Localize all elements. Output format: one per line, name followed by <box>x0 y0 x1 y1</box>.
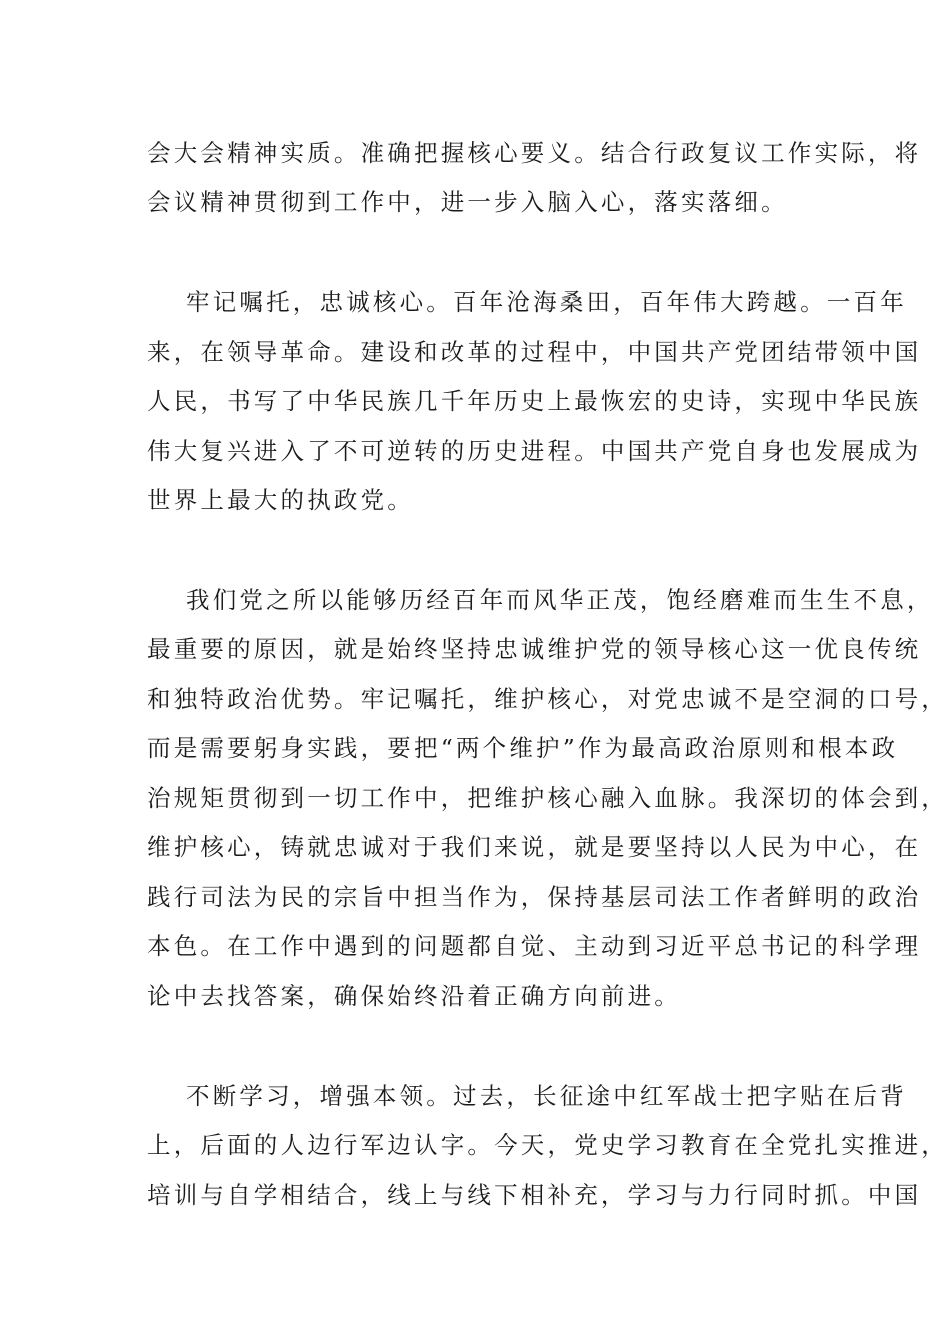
paragraph-3-line-3: 和独特政治优势。牢记嘱托，维护核心，对党忠诚不是空洞的口号， <box>147 685 948 713</box>
paragraph-3-line-4: 而是需要躬身实践，要把“两个维护”作为最高政治原则和根本政 <box>147 734 899 762</box>
paragraph-4-line-3: 培训与自学相结合，线上与线下相补充，学习与力行同时抓。中国 <box>147 1181 922 1209</box>
paragraph-1-line-1: 会大会精神实质。准确把握核心要义。结合行政复议工作实际，将 <box>147 139 922 167</box>
paragraph-3-line-2: 最重要的原因，就是始终坚持忠诚维护党的领导核心这一优良传统 <box>147 635 922 663</box>
paragraph-4-line-1: 不断学习，增强本领。过去，长征途中红军战士把字贴在后背 <box>186 1082 907 1110</box>
paragraph-3-line-5: 治规矩贯彻到一切工作中，把维护核心融入血脉。我深切的体会到， <box>147 784 948 812</box>
paragraph-2-line-1: 牢记嘱托，忠诚核心。百年沧海桑田，百年伟大跨越。一百年 <box>186 288 907 316</box>
paragraph-3-line-1: 我们党之所以能够历经百年而风华正茂，饱经磨难而生生不息， <box>186 586 934 614</box>
paragraph-3-line-9: 论中去找答案，确保始终沿着正确方向前进。 <box>147 982 681 1010</box>
paragraph-4-line-2: 上，后面的人边行军边认字。今天，党史学习教育在全党扎实推进， <box>147 1131 948 1159</box>
paragraph-3-line-6: 维护核心，铸就忠诚对于我们来说，就是要坚持以人民为中心，在 <box>147 833 922 861</box>
paragraph-2-line-5: 世界上最大的执政党。 <box>147 486 414 514</box>
paragraph-2-line-2: 来，在领导革命。建设和改革的过程中，中国共产党团结带领中国 <box>147 338 922 366</box>
paragraph-1-line-2: 会议精神贯彻到工作中，进一步入脑入心，落实落细。 <box>147 188 788 216</box>
paragraph-3-line-7: 践行司法为民的宗旨中担当作为，保持基层司法工作者鲜明的政治 <box>147 883 922 911</box>
paragraph-3-line-8: 本色。在工作中遇到的问题都自觉、主动到习近平总书记的科学理 <box>147 932 922 960</box>
paragraph-2-line-3: 人民，书写了中华民族几千年历史上最恢宏的史诗，实现中华民族 <box>147 387 922 415</box>
paragraph-2-line-4: 伟大复兴进入了不可逆转的历史进程。中国共产党自身也发展成为 <box>147 437 922 465</box>
